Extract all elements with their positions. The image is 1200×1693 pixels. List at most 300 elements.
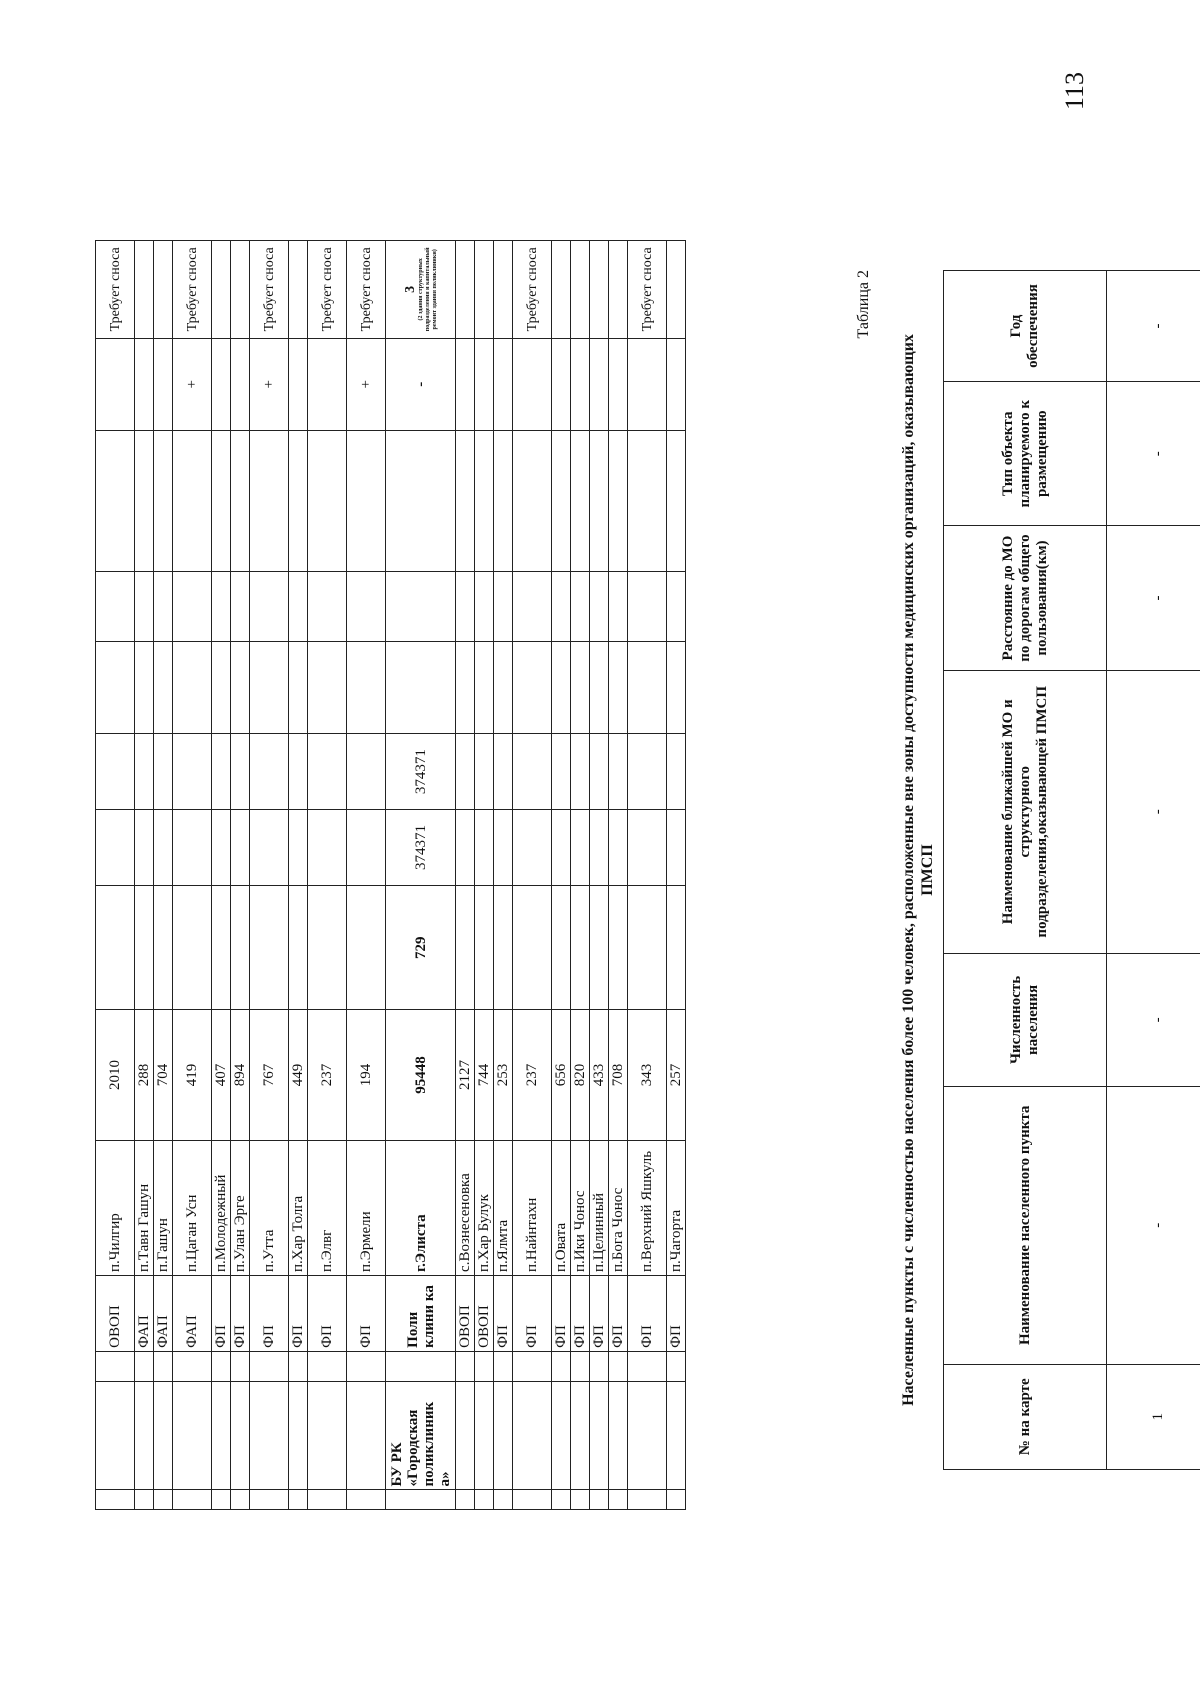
cell-org — [513, 1382, 552, 1490]
cell-empty — [212, 430, 231, 571]
cell-type: ФП — [347, 1275, 386, 1351]
cell-flag — [590, 338, 609, 430]
cell-flag — [231, 338, 250, 430]
cell-empty — [513, 810, 552, 886]
cell-empty — [250, 642, 289, 734]
rotated-table-2 — [855, 270, 1175, 1470]
cell-empty — [135, 642, 154, 734]
cell-empty — [513, 430, 552, 571]
cell-type: ФП — [513, 1275, 552, 1351]
cell-empty — [135, 571, 154, 641]
cell-empty — [347, 885, 386, 1010]
cell-population: 708 — [609, 1010, 628, 1140]
cell-org — [154, 1382, 173, 1490]
cell-object-type: - — [1107, 382, 1200, 526]
cell-empty — [456, 734, 475, 810]
cell-population: 343 — [628, 1010, 667, 1140]
cell-type: ФП — [289, 1275, 308, 1351]
cell-blank — [212, 1351, 231, 1381]
cell-empty — [609, 734, 628, 810]
rotated-table-1 — [95, 240, 795, 1510]
cell-blank — [135, 1351, 154, 1381]
cell-note: Требует сноса — [513, 241, 552, 339]
cell-population: 894 — [231, 1010, 250, 1140]
cell-blank — [456, 1351, 475, 1381]
cell-blank — [347, 1490, 386, 1510]
cell-empty — [667, 734, 686, 810]
cell-blank — [475, 1490, 494, 1510]
header-nearest-mo: Наименование ближайшей МО и структурного подразделения,оказывающей ПМСП — [944, 670, 1107, 953]
cell-empty — [552, 810, 571, 886]
cell-note — [571, 241, 590, 339]
cell-place: п.Бога Чонос — [609, 1140, 628, 1275]
cell-blank — [231, 1490, 250, 1510]
cell-type: ФП — [231, 1275, 250, 1351]
cell-empty — [513, 734, 552, 810]
cell-empty — [609, 642, 628, 734]
cell-empty — [456, 642, 475, 734]
outside-zone-table — [943, 270, 1200, 1470]
table-label: Таблица 2 — [855, 270, 872, 339]
cell-population: 744 — [475, 1010, 494, 1140]
cell-note — [667, 241, 686, 339]
table2-title: Населенные пункты с численностью населения более 100 человек, расположенные вне зоны доступности медицинских организаций, оказывающих ПМСП — [900, 334, 936, 1406]
header-distance: Расстояние до МО по дорогам общего пользования(км) — [944, 526, 1107, 670]
page-number: 113 — [1060, 71, 1089, 110]
cell-blank — [609, 1490, 628, 1510]
cell-note — [494, 241, 513, 339]
cell-empty — [347, 734, 386, 810]
cell-empty — [456, 885, 475, 1010]
cell-map-number: 1 — [1107, 1364, 1200, 1469]
cell-empty — [231, 642, 250, 734]
table-row — [571, 241, 590, 1510]
cell-empty — [667, 885, 686, 1010]
cell-blank — [590, 1351, 609, 1381]
cell-empty — [475, 642, 494, 734]
cell-empty — [231, 885, 250, 1010]
cell-empty — [289, 642, 308, 734]
cell-empty — [628, 734, 667, 810]
cell-empty — [96, 885, 135, 1010]
cell-settlement: - — [1107, 1087, 1200, 1365]
cell-place: п.Цаган Усн — [173, 1140, 212, 1275]
cell-org — [135, 1382, 154, 1490]
table-row — [1107, 271, 1200, 1470]
cell-type: ОВОП — [96, 1275, 135, 1351]
cell-blank — [513, 1490, 552, 1510]
cell-place: п.Улан Эрге — [231, 1140, 250, 1275]
facilities-table — [95, 240, 686, 1510]
cell-empty — [609, 430, 628, 571]
cell-empty — [231, 571, 250, 641]
cell-empty — [475, 571, 494, 641]
cell-empty — [135, 430, 154, 571]
cell-org — [552, 1382, 571, 1490]
cell-blank — [289, 1351, 308, 1381]
cell-empty — [96, 642, 135, 734]
cell-blank — [456, 1490, 475, 1510]
cell-blank — [667, 1351, 686, 1381]
note-number: 3 — [402, 285, 418, 293]
cell-flag — [628, 338, 667, 430]
header-settlement: Наименование населенного пункта — [944, 1087, 1107, 1365]
cell-empty — [552, 571, 571, 641]
cell-empty — [308, 642, 347, 734]
cell-empty — [289, 571, 308, 641]
cell-note: Требует сноса — [96, 241, 135, 339]
cell-place: с.Вознесеновка — [456, 1140, 475, 1275]
cell-blank — [513, 1351, 552, 1381]
cell-blank — [386, 1490, 456, 1510]
cell-empty — [590, 885, 609, 1010]
cell-type: ФП — [308, 1275, 347, 1351]
cell-empty — [494, 430, 513, 571]
cell-population: 2010 — [96, 1010, 135, 1140]
cell-note: Требует сноса — [173, 241, 212, 339]
cell-empty — [667, 642, 686, 734]
cell-flag — [609, 338, 628, 430]
cell-org — [494, 1382, 513, 1490]
cell-empty — [96, 430, 135, 571]
cell-v2: 374371 — [386, 810, 456, 886]
cell-flag: + — [173, 338, 212, 430]
cell-empty — [386, 642, 456, 734]
cell-empty — [154, 810, 173, 886]
header-population: Численность населения — [944, 953, 1107, 1086]
cell-type: Поли клини ка — [386, 1275, 456, 1351]
cell-population: 449 — [289, 1010, 308, 1140]
cell-empty — [173, 571, 212, 641]
cell-empty — [552, 430, 571, 571]
cell-type: ФП — [494, 1275, 513, 1351]
cell-empty — [96, 571, 135, 641]
cell-empty — [154, 571, 173, 641]
cell-org — [308, 1382, 347, 1490]
cell-flag: - — [386, 338, 456, 430]
cell-blank — [96, 1490, 135, 1510]
cell-empty — [513, 642, 552, 734]
cell-org — [96, 1382, 135, 1490]
cell-flag — [513, 338, 552, 430]
cell-empty — [212, 734, 231, 810]
table-row — [96, 241, 135, 1510]
cell-blank — [308, 1490, 347, 1510]
table-row — [494, 241, 513, 1510]
cell-flag — [96, 338, 135, 430]
cell-org — [289, 1382, 308, 1490]
table-row — [347, 241, 386, 1510]
cell-empty — [513, 885, 552, 1010]
cell-flag — [212, 338, 231, 430]
cell-empty — [289, 810, 308, 886]
cell-org — [347, 1382, 386, 1490]
cell-blank — [552, 1351, 571, 1381]
cell-empty — [494, 885, 513, 1010]
cell-empty — [212, 885, 231, 1010]
cell-empty — [590, 571, 609, 641]
cell-blank — [289, 1490, 308, 1510]
cell-empty — [308, 885, 347, 1010]
cell-place: п.Найнтахн — [513, 1140, 552, 1275]
cell-population: 237 — [308, 1010, 347, 1140]
cell-empty — [667, 430, 686, 571]
cell-org — [590, 1382, 609, 1490]
cell-note — [135, 241, 154, 339]
cell-blank — [628, 1490, 667, 1510]
cell-empty — [250, 810, 289, 886]
header-year: Год обеспечения — [944, 271, 1107, 382]
table-row — [135, 241, 154, 1510]
cell-place: п.Ялмта — [494, 1140, 513, 1275]
cell-org — [456, 1382, 475, 1490]
cell-empty — [552, 734, 571, 810]
cell-year: - — [1107, 271, 1200, 382]
cell-note — [590, 241, 609, 339]
cell-empty — [347, 810, 386, 886]
table-row — [250, 241, 289, 1510]
cell-empty — [173, 734, 212, 810]
table-row — [231, 241, 250, 1510]
cell-type: ФП — [571, 1275, 590, 1351]
cell-empty — [250, 571, 289, 641]
cell-empty — [154, 430, 173, 571]
cell-type: ФП — [590, 1275, 609, 1351]
cell-empty — [590, 430, 609, 571]
table-row — [609, 241, 628, 1510]
note-detail: (2 здания структурных подразделения и капитальный ремонт здания поликлиники) — [417, 247, 438, 332]
cell-population: 257 — [667, 1010, 686, 1140]
cell-empty — [96, 734, 135, 810]
cell-org — [475, 1382, 494, 1490]
cell-blank — [135, 1490, 154, 1510]
cell-empty — [628, 810, 667, 886]
polyclinic-row — [386, 241, 456, 1510]
cell-blank — [212, 1490, 231, 1510]
cell-empty — [494, 642, 513, 734]
cell-empty — [571, 885, 590, 1010]
cell-empty — [135, 810, 154, 886]
cell-empty — [513, 571, 552, 641]
cell-place: п.Верхний Яшкуль — [628, 1140, 667, 1275]
cell-empty — [609, 885, 628, 1010]
cell-flag — [289, 338, 308, 430]
cell-empty — [289, 734, 308, 810]
cell-empty — [231, 734, 250, 810]
cell-note: Требует сноса — [308, 241, 347, 339]
cell-population: 419 — [173, 1010, 212, 1140]
cell-type: ФАП — [173, 1275, 212, 1351]
cell-empty — [667, 571, 686, 641]
cell-empty — [212, 810, 231, 886]
cell-blank — [571, 1490, 590, 1510]
table-row — [173, 241, 212, 1510]
cell-empty — [494, 571, 513, 641]
cell-note — [386, 241, 456, 339]
cell-place: п.Утта — [250, 1140, 289, 1275]
cell-note: Требует сноса — [347, 241, 386, 339]
header-map-number: № на карте — [944, 1364, 1107, 1469]
cell-blank — [173, 1351, 212, 1381]
cell-empty — [173, 810, 212, 886]
cell-population: - — [1107, 953, 1200, 1086]
cell-v1: 729 — [386, 885, 456, 1010]
table-row — [552, 241, 571, 1510]
cell-blank — [667, 1490, 686, 1510]
cell-population: 767 — [250, 1010, 289, 1140]
cell-empty — [289, 885, 308, 1010]
cell-type: ОВОП — [456, 1275, 475, 1351]
cell-blank — [250, 1351, 289, 1381]
cell-empty — [135, 734, 154, 810]
cell-place: п.Хар Толга — [289, 1140, 308, 1275]
cell-empty — [456, 430, 475, 571]
cell-blank — [308, 1351, 347, 1381]
cell-empty — [552, 885, 571, 1010]
cell-blank — [552, 1490, 571, 1510]
cell-empty — [250, 430, 289, 571]
table-row — [590, 241, 609, 1510]
cell-empty — [386, 430, 456, 571]
cell-empty — [475, 734, 494, 810]
cell-place: п.Эрмели — [347, 1140, 386, 1275]
cell-blank — [571, 1351, 590, 1381]
cell-type: ОВОП — [475, 1275, 494, 1351]
cell-org — [667, 1382, 686, 1490]
cell-empty — [308, 734, 347, 810]
cell-empty — [347, 642, 386, 734]
cell-empty — [135, 885, 154, 1010]
cell-blank — [173, 1490, 212, 1510]
cell-empty — [154, 734, 173, 810]
cell-empty — [571, 810, 590, 886]
cell-empty — [308, 810, 347, 886]
cell-flag — [154, 338, 173, 430]
cell-empty — [571, 571, 590, 641]
cell-distance: - — [1107, 526, 1200, 670]
cell-org: БУ РК «Городская поликлиник а» — [386, 1382, 456, 1490]
cell-note: Требует сноса — [628, 241, 667, 339]
cell-blank — [590, 1490, 609, 1510]
cell-empty — [231, 430, 250, 571]
cell-empty — [571, 734, 590, 810]
cell-empty — [212, 571, 231, 641]
cell-blank — [494, 1490, 513, 1510]
cell-note — [552, 241, 571, 339]
header-object-type: Тип объекта планируемого к размещению — [944, 382, 1107, 526]
cell-blank — [475, 1351, 494, 1381]
cell-blank — [154, 1351, 173, 1381]
table-row — [667, 241, 686, 1510]
cell-empty — [347, 430, 386, 571]
cell-blank — [96, 1351, 135, 1381]
cell-place: п.Ики Чонос — [571, 1140, 590, 1275]
cell-org — [173, 1382, 212, 1490]
cell-blank — [231, 1351, 250, 1381]
cell-empty — [571, 430, 590, 571]
cell-empty — [628, 430, 667, 571]
table-row — [513, 241, 552, 1510]
cell-org — [571, 1382, 590, 1490]
table-row — [475, 241, 494, 1510]
cell-population: 704 — [154, 1010, 173, 1140]
cell-type: ФП — [250, 1275, 289, 1351]
cell-note — [289, 241, 308, 339]
cell-type: ФАП — [154, 1275, 173, 1351]
cell-empty — [609, 571, 628, 641]
table-row — [289, 241, 308, 1510]
cell-place: п.Целинный — [590, 1140, 609, 1275]
table-row — [212, 241, 231, 1510]
cell-flag: + — [250, 338, 289, 430]
cell-population: 2127 — [456, 1010, 475, 1140]
cell-place: п.Элвг — [308, 1140, 347, 1275]
cell-place: п.Тавн Гашун — [135, 1140, 154, 1275]
cell-org — [250, 1382, 289, 1490]
cell-org — [231, 1382, 250, 1490]
cell-empty — [308, 571, 347, 641]
cell-nearest-mo: - — [1107, 670, 1200, 953]
cell-blank — [386, 1351, 456, 1381]
cell-flag — [494, 338, 513, 430]
cell-flag — [308, 338, 347, 430]
cell-blank — [609, 1351, 628, 1381]
cell-type: ФП — [667, 1275, 686, 1351]
cell-empty — [590, 734, 609, 810]
cell-type: ФП — [552, 1275, 571, 1351]
cell-population: 288 — [135, 1010, 154, 1140]
cell-place: п.Молодежный — [212, 1140, 231, 1275]
cell-org — [628, 1382, 667, 1490]
cell-empty — [628, 642, 667, 734]
cell-flag — [552, 338, 571, 430]
cell-empty — [386, 571, 456, 641]
cell-empty — [154, 885, 173, 1010]
cell-population: 407 — [212, 1010, 231, 1140]
cell-empty — [231, 810, 250, 886]
cell-population: 95448 — [386, 1010, 456, 1140]
cell-empty — [173, 642, 212, 734]
cell-empty — [494, 734, 513, 810]
cell-note — [212, 241, 231, 339]
cell-flag — [135, 338, 154, 430]
cell-type: ФП — [609, 1275, 628, 1351]
cell-population: 656 — [552, 1010, 571, 1140]
cell-empty — [667, 810, 686, 886]
table-row — [308, 241, 347, 1510]
cell-place: п.Чилгир — [96, 1140, 135, 1275]
cell-type: ФП — [628, 1275, 667, 1351]
cell-note — [154, 241, 173, 339]
cell-place: г.Элиста — [386, 1140, 456, 1275]
cell-place: п.Овата — [552, 1140, 571, 1275]
table-row — [456, 241, 475, 1510]
cell-note — [475, 241, 494, 339]
cell-empty — [250, 885, 289, 1010]
cell-empty — [154, 642, 173, 734]
cell-empty — [456, 810, 475, 886]
cell-empty — [494, 810, 513, 886]
cell-org — [212, 1382, 231, 1490]
cell-empty — [475, 430, 494, 571]
cell-empty — [456, 571, 475, 641]
cell-flag — [667, 338, 686, 430]
cell-blank — [494, 1351, 513, 1381]
cell-blank — [250, 1490, 289, 1510]
cell-blank — [347, 1351, 386, 1381]
cell-empty — [552, 642, 571, 734]
cell-flag — [456, 338, 475, 430]
